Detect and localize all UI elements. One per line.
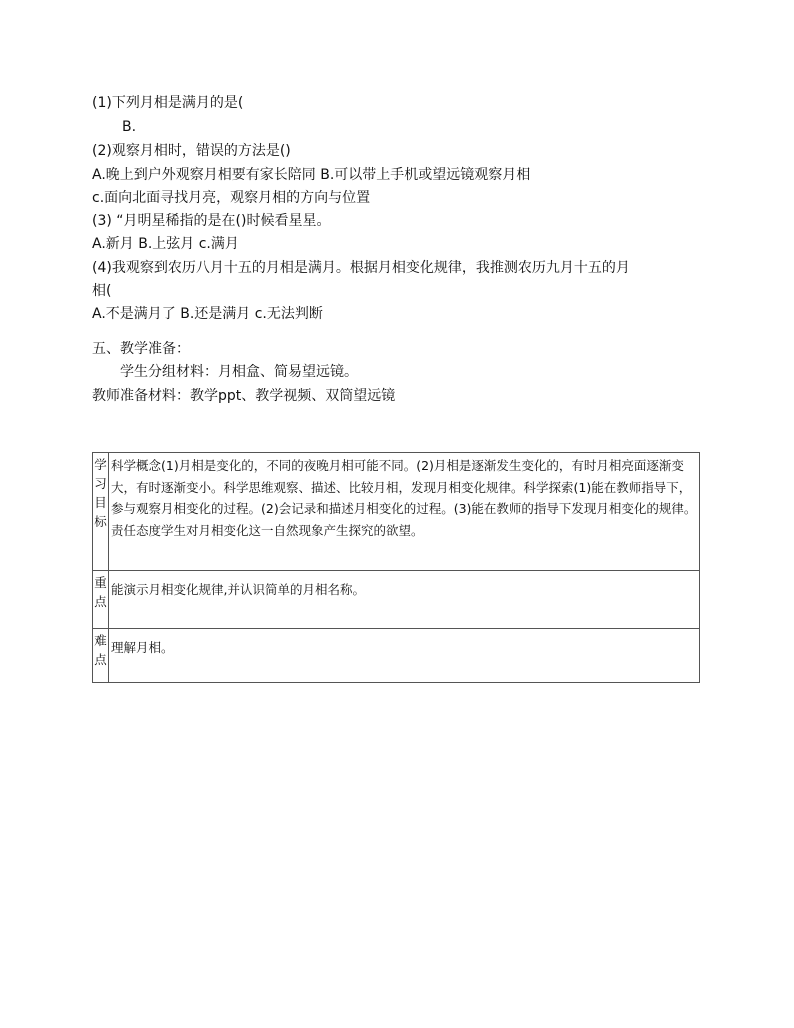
teacher-materials: 教师准备材料：教学ppt、教学视频、双筒望远镜 — [92, 388, 396, 404]
student-materials: 学生分组材料：月相盒、简易望远镜。 — [120, 364, 358, 380]
table-row-difficulties — [93, 629, 700, 683]
table-row-content: 科学概念(1)月相是变化的，不同的夜晚月相可能不同。(2)月相是逐渐发生变化的，有时月相亮面逐渐变大，有时逐渐变小。科学思维观察、描述、比较月相，发现月相变化规律。科学探索(1)能在教师指导下，参与观察月相变化的过程。(2)会记录和描述月相变化的过程。(3)能在教师的指导下发现月相变化的规律。责任态度学生对月相变化这一自然现象产生探究的欲望。 — [109, 453, 700, 571]
question-1-option: B. — [122, 119, 137, 135]
question-3-options: A.新月 B.上弦月 c.满月 — [92, 236, 239, 252]
question-3-prompt: (3) “月明星稀指的是在()时候看星星。 — [92, 213, 331, 229]
table-row-label: 学习目标 — [93, 453, 109, 571]
question-2-option-c: c.面向北面寻找月亮，观察月相的方向与位置 — [92, 190, 371, 206]
table-row-label: 难点 — [93, 629, 109, 683]
table-row-label: 重点 — [93, 571, 109, 629]
table-row-objectives — [93, 453, 700, 571]
question-4-prompt-line1: (4)我观察到农历八月十五的月相是满月。根据月相变化规律，我推测农历九月十五的月 — [92, 260, 630, 276]
table-row-content: 能演示月相变化规律,并认识简单的月相名称。 — [109, 571, 700, 629]
question-2-prompt: (2)观察月相时，错误的方法是() — [92, 143, 291, 159]
question-4-prompt-line2: 相( — [92, 283, 112, 299]
table-row-content: 理解月相。 — [109, 629, 700, 683]
question-2-options-ab: A.晚上到户外观察月相要有家长陪同 B.可以带上手机或望远镜观察月相 — [92, 167, 531, 183]
table-row-key-points — [93, 571, 700, 629]
objectives-table — [92, 452, 700, 683]
preparation-heading: 五、教学准备： — [92, 341, 190, 357]
question-1-prompt: (1)下列月相是满月的是( — [92, 95, 244, 111]
question-4-options: A.不是满月了 B.还是满月 c.无法判断 — [92, 306, 323, 322]
